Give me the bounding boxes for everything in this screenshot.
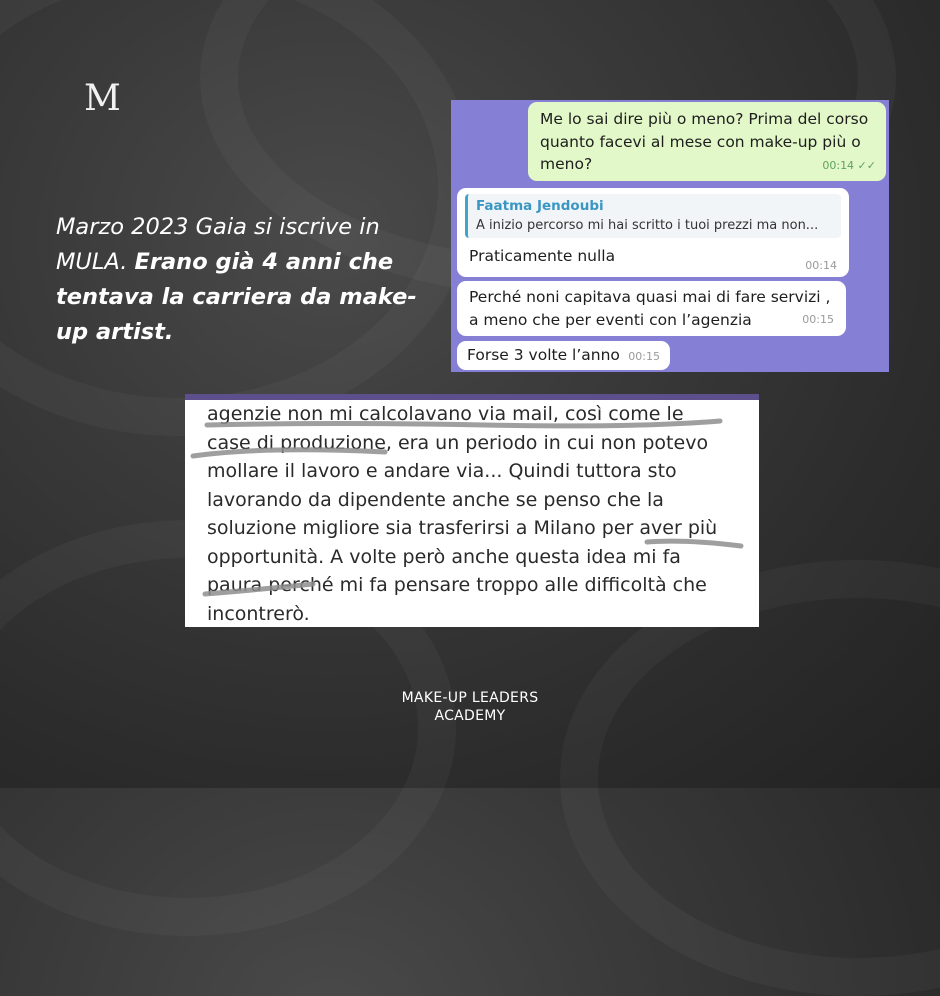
brand-logo: M bbox=[84, 78, 119, 119]
document-line: paura perché mi fa pensare troppo alle difficoltà che bbox=[207, 574, 707, 596]
quoted-message bbox=[465, 194, 841, 238]
quote-text: A inizio percorso mi hai scritto i tuoi prezzi ma non... bbox=[476, 218, 819, 233]
intro-plain: Marzo 2023 Gaia si iscrive in MULA. bbox=[56, 214, 380, 275]
document-line: mollare il lavoro e andare via... Quindi tuttora sto bbox=[207, 460, 677, 482]
message-time: 00:15 bbox=[802, 312, 834, 326]
outgoing-message bbox=[528, 102, 886, 181]
footer-line: MAKE-UP LEADERS bbox=[401, 690, 539, 706]
message-time: 00:14 bbox=[805, 259, 837, 272]
chat-screenshot bbox=[451, 100, 889, 372]
text-screenshot bbox=[185, 394, 759, 627]
document-line: case di produzione, era un periodo in cui non potevo bbox=[207, 431, 709, 454]
document-line: opportunità. A volte però anche questa idea mi fa bbox=[207, 545, 681, 568]
highlight-strokes bbox=[185, 394, 759, 627]
incoming-message bbox=[457, 281, 846, 336]
message-line: quanto facevi al mese con make-up più o bbox=[540, 132, 861, 151]
document-line: agenzie non mi calcolavano via mail, così come le bbox=[207, 403, 684, 425]
highlight-stroke bbox=[193, 450, 385, 456]
message-time: 00:14 ✓✓ bbox=[822, 158, 876, 172]
message-line: meno? bbox=[540, 155, 593, 173]
message-text: Praticamente nulla bbox=[469, 247, 616, 265]
footer-line: ACADEMY bbox=[434, 708, 506, 724]
intro-text bbox=[56, 210, 436, 350]
intro-bold: Erano già 4 anni che tentava la carriera da make-up artist. bbox=[56, 249, 417, 345]
message-time: 00:15 bbox=[628, 350, 660, 363]
highlight-stroke bbox=[205, 584, 313, 594]
incoming-message bbox=[457, 341, 670, 370]
document-line: soluzione migliore sia trasferirsi a Milano per aver più bbox=[207, 517, 718, 539]
document-line: incontrerò. bbox=[207, 602, 310, 625]
quote-author: Faatma Jendoubi bbox=[476, 198, 604, 214]
message-line: a meno che per eventi con l’agenzia bbox=[469, 310, 752, 329]
highlight-stroke bbox=[207, 421, 720, 426]
message-line: Forse 3 volte l’anno bbox=[467, 346, 620, 364]
footer-brand bbox=[0, 689, 940, 725]
message-line: Perché noni capitava quasi mai di fare servizi , bbox=[469, 288, 831, 306]
document-line: lavorando da dipendente anche se penso che la bbox=[207, 488, 664, 511]
reply-message bbox=[457, 188, 849, 277]
message-line: Me lo sai dire più o meno? Prima del corso bbox=[540, 110, 869, 128]
highlight-stroke bbox=[647, 541, 741, 546]
